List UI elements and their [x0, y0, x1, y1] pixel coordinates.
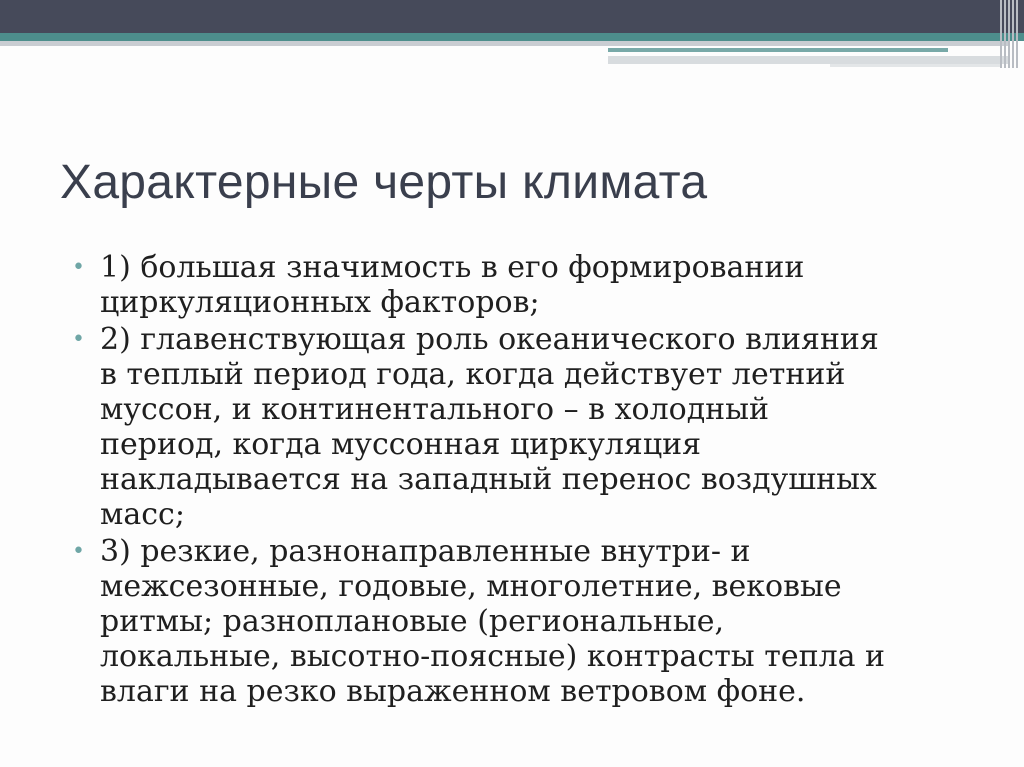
- list-item-text-line: влаги на резко выраженном ветровом фоне.: [100, 674, 806, 709]
- list-item-text-line: ритмы; разноплановые (региональные,: [100, 604, 725, 639]
- list-item: [72, 250, 982, 320]
- list-item: [72, 322, 982, 532]
- top-banner-light-bar: [608, 56, 1008, 64]
- list-item-text-line: локальные, высотно-поясные) контрасты тепла и: [100, 639, 886, 674]
- top-banner-gray-bar: [0, 41, 1010, 46]
- bullet-icon: •: [72, 327, 85, 352]
- banner-vertical-stripe: [1004, 0, 1006, 68]
- list-item-text-line: циркуляционных факторов;: [100, 285, 540, 320]
- list-item-text-line: период, когда муссонная циркуляция: [100, 427, 702, 462]
- list-item-text-line: 3) резкие, разнонаправленные внутри- и: [100, 534, 751, 569]
- list-item-text-line: межсезонные, годовые, многолетние, вековые: [100, 569, 842, 604]
- list-item-text-line: в теплый период года, когда действует летний: [100, 357, 846, 392]
- bullet-icon: •: [72, 255, 85, 280]
- list-item-text-line: масс;: [100, 497, 185, 532]
- banner-vertical-stripe: [1012, 0, 1014, 68]
- list-item-text-line: 2) главенствующая роль океанического влияния: [100, 322, 879, 357]
- list-item-text-line: накладывается на западный перенос воздушных: [100, 462, 877, 497]
- top-banner-dark-bar: [0, 0, 1024, 33]
- list-item-text-line: 1) большая значимость в его формировании: [100, 250, 805, 285]
- banner-vertical-stripe: [1016, 0, 1018, 68]
- slide-title: Характерные черты климата: [60, 156, 708, 209]
- bullet-icon: •: [72, 539, 85, 564]
- top-banner-accent-line: [608, 48, 948, 52]
- bullet-list: [72, 250, 982, 711]
- banner-vertical-stripe: [1008, 0, 1010, 68]
- list-item: [72, 534, 982, 709]
- banner-vertical-stripe: [1000, 0, 1002, 68]
- list-item-text-line: муссон, и континентального – в холодный: [100, 392, 770, 427]
- top-banner-faint-bar: [830, 64, 1000, 67]
- top-banner-teal-bar: [0, 33, 1024, 41]
